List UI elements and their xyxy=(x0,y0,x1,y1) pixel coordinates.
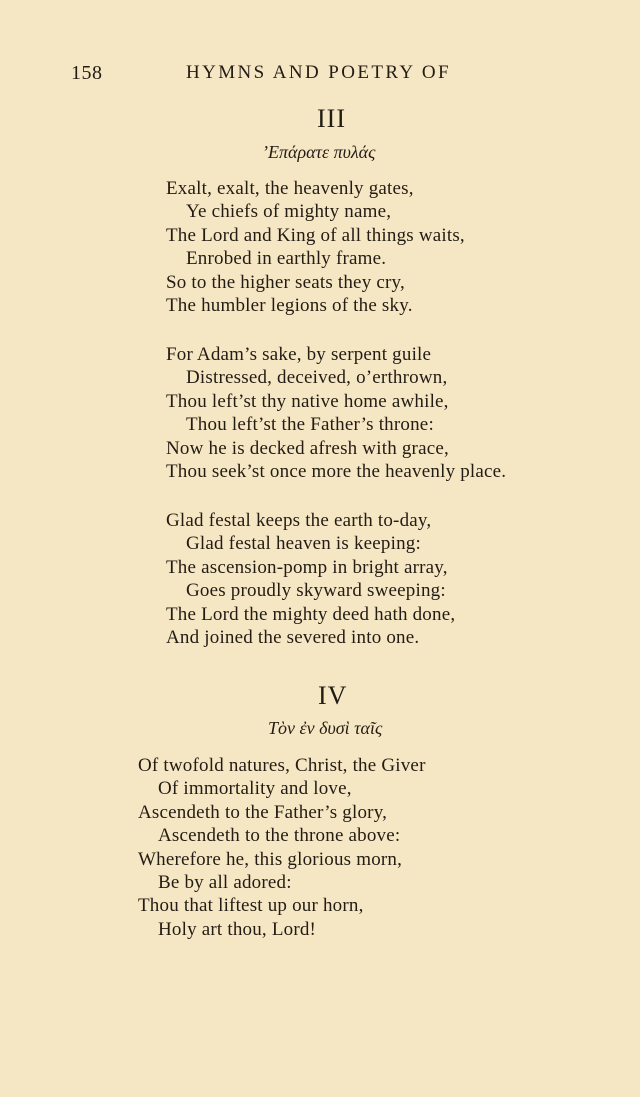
verse-line: Of twofold natures, Christ, the Giver xyxy=(138,755,426,776)
verse-line: Thou left’st thy native home awhile, xyxy=(166,390,449,412)
verse-line: Holy art thou, Lord! xyxy=(158,918,317,940)
verse-line: Exalt, exalt, the heavenly gates, xyxy=(166,178,414,199)
greek-title: ’Επάρατε πυλάς xyxy=(262,142,376,162)
verse-line: The ascension-pomp in bright array, xyxy=(166,556,448,578)
verse-line: Wherefore he, this glorious morn, xyxy=(138,848,403,870)
verse-line: Be by all adored: xyxy=(158,872,292,894)
verse-line: And joined the severed into one. xyxy=(166,627,420,649)
section-numeral: III xyxy=(317,104,346,133)
greek-title: Τὸν ἐν δυσὶ ταῖς xyxy=(268,718,383,738)
verse-line: Distressed, deceived, o’erthrown, xyxy=(186,367,448,389)
verse-line: For Adam’s sake, by serpent guile xyxy=(166,344,432,365)
verse-line: Thou seek’st once more the heavenly place. xyxy=(166,461,507,483)
verse-line: Goes proudly skyward sweeping: xyxy=(186,580,446,602)
verse-line: Thou that liftest up our horn, xyxy=(138,895,364,917)
verse-line: The humbler legions of the sky. xyxy=(166,295,413,317)
verse-line: The Lord the mighty deed hath done, xyxy=(166,603,456,625)
stanza xyxy=(166,509,455,649)
running-head: HYMNS AND POETRY OF xyxy=(186,62,452,83)
verse-line: Ascendeth to the throne above: xyxy=(158,825,401,847)
verse-line: The Lord and King of all things waits, xyxy=(166,224,465,246)
verse-line: Glad festal heaven is keeping: xyxy=(186,533,421,555)
stanza xyxy=(166,343,506,483)
verse-line: Thou left’st the Father’s throne: xyxy=(186,414,434,436)
verse-line: Ye chiefs of mighty name, xyxy=(186,201,392,223)
verse-line: Ascendeth to the Father’s glory, xyxy=(138,801,388,823)
section-numeral: IV xyxy=(318,681,348,710)
verse-line: Now he is decked afresh with grace, xyxy=(166,437,449,459)
verse-line: Of immortality and love, xyxy=(158,778,352,800)
stanza xyxy=(166,177,465,317)
stanza xyxy=(138,754,426,941)
verse-line: Enrobed in earthly frame. xyxy=(186,248,387,270)
page-number: 158 xyxy=(71,62,103,84)
verse-line: Glad festal keeps the earth to-day, xyxy=(166,510,432,531)
verse-line: So to the higher seats they cry, xyxy=(166,271,405,293)
